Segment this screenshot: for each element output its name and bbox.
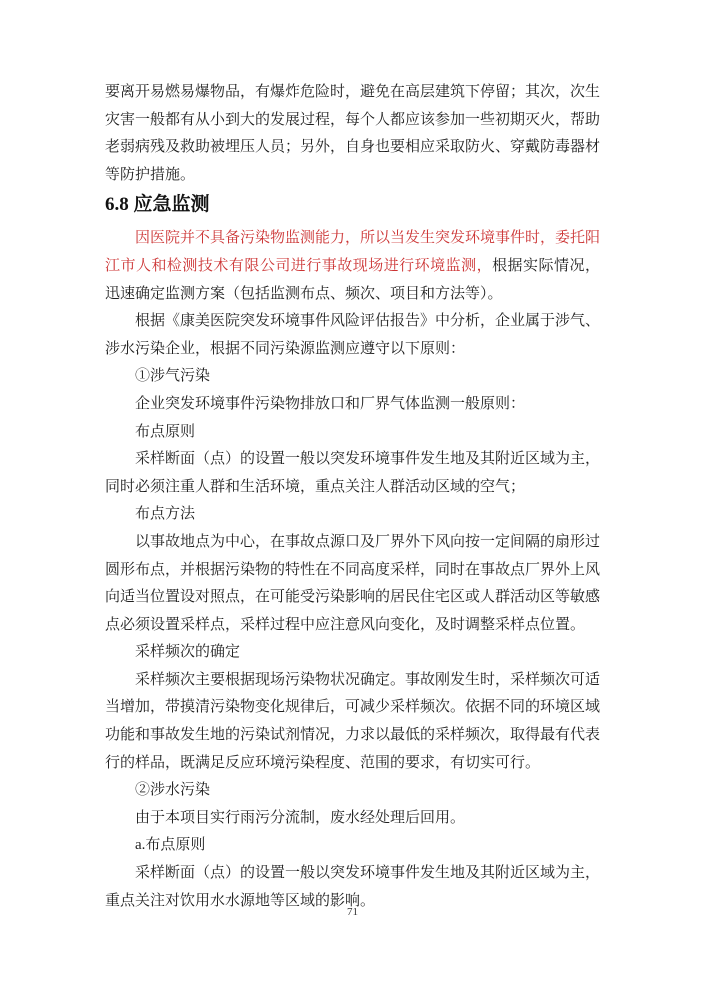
paragraph-layout-method-label: 布点方法 — [135, 506, 196, 523]
paragraph-sampling-section-air: 采样断面（点）的设置一般以突发环境事件发生地及其附近区域为主，同时必须注重人群和生活环境，重点关注人群活动区域的空气； — [105, 451, 601, 495]
paragraph-water-sampling-section: 采样断面（点）的设置一般以突发环境事件发生地及其附近区域为主，重点关注对饮用水水源地等区域的影响。 — [105, 865, 601, 909]
red-emphasis-text: 因医院并不具备污染物监测能力，所以当发生突发环境事件时，委托阳江市人和检测技术有限公司进行事故现场进行环境监测， — [105, 230, 601, 274]
intro-paragraph: 要离开易燃易爆物品，有爆炸危险时，避免在高层建筑下停留；其次，次生灾害一般都有从小到大的发展过程，每个人都应该参加一些初期灭火，帮助老弱病残及救助被埋压人员；另外，自身也要相应采取防火、穿戴防毒器材等防护措施。 — [105, 84, 601, 183]
monitoring-paragraph — [105, 225, 600, 308]
page-body — [105, 79, 600, 915]
paragraph-rain-sewage-diversion: 由于本项目实行雨污分流制，废水经处理后回用。 — [135, 809, 466, 826]
paragraph-layout-principle-label: 布点原则 — [135, 423, 196, 440]
paragraph-gas-general-principle: 企业突发环境事件污染物排放口和厂界气体监测一般原则： — [135, 395, 526, 412]
monitoring-paragraph-black-text: 根据实际情况，迅速确定监测方案（包括监测布点、频次、项目和方法等）。 — [105, 257, 600, 302]
paragraph-sampling-frequency-label: 采样频次的确定 — [135, 644, 241, 661]
page-number: 71 — [347, 906, 358, 918]
paragraph-risk-report: 根据《康美医院突发环境事件风险评估报告》中分析，企业属于涉气、涉水污染企业，根据不同污染源监测应遵守以下原则： — [105, 313, 601, 357]
paragraph-sampling-frequency-detail: 采样频次主要根据现场污染物状况确定。事故刚发生时，采样频次可适当增加，带摸清污染物变化规律后，可减少采样频次。依据不同的环境区域功能和事故发生地的污染试剂情况，力求以最低的采样频次，取得最有代表行的样品，既满足反应环境污染程度、范围的要求，有切实可行。 — [105, 671, 601, 771]
paragraph-water-pollution-label: ②涉水污染 — [135, 782, 211, 799]
section-heading: 6.8 应急监测 — [105, 194, 210, 216]
paragraph-water-layout-principle-label: a.布点原则 — [135, 837, 206, 854]
paragraph-layout-method-detail: 以事故地点为中心，在事故点源口及厂界外下风向按一定间隔的扇形过圆形布点，并根据污染物的特性在不同高度采样，同时在事故点厂界外上风向适当位置设对照点，在可能受污染影响的居民住宅区或人群活动区等敏感点必须设置采样点，采样过程中应注意风向变化，及时调整采样点位置。 — [105, 533, 601, 633]
paragraph-gas-pollution-label: ①涉气污染 — [135, 368, 211, 385]
